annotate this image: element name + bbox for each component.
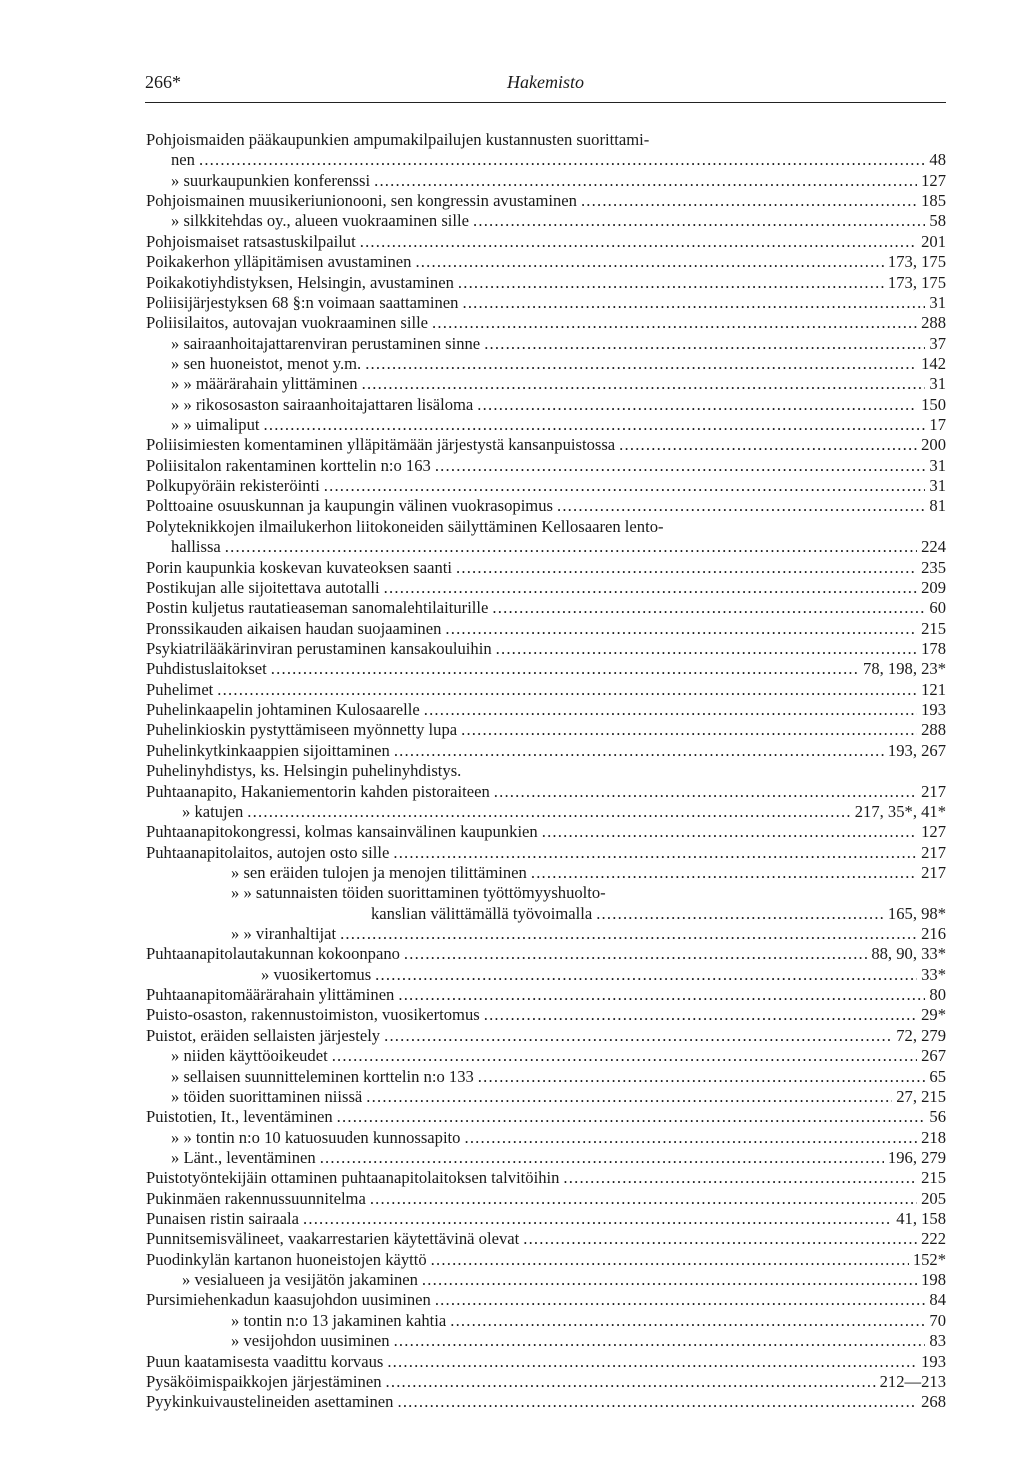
entry-pages: 193 — [921, 1351, 946, 1371]
dot-leader — [199, 150, 925, 170]
index-entry — [146, 537, 946, 557]
index-entry — [146, 843, 946, 863]
dot-leader — [393, 843, 917, 863]
index-entry — [146, 578, 946, 598]
index-entry — [146, 211, 946, 231]
entry-pages: 178 — [921, 638, 946, 658]
dot-leader — [492, 598, 925, 618]
index-entry — [146, 496, 946, 516]
dot-leader — [461, 720, 917, 740]
dot-leader — [542, 822, 917, 842]
dot-leader — [387, 1352, 917, 1372]
dot-leader — [415, 252, 883, 272]
dot-leader — [264, 415, 926, 435]
entry-pages: 127 — [921, 822, 946, 842]
entry-pages: 216 — [921, 924, 946, 944]
dot-leader — [619, 435, 917, 455]
entry-text: Puistotyöntekijäin ottaminen puhtaanapitolaitoksen talvitöihin — [146, 1168, 560, 1188]
dot-leader — [450, 1311, 925, 1331]
entry-pages: 193 — [921, 700, 946, 720]
index-entry — [146, 965, 946, 985]
entry-pages: 267 — [921, 1046, 946, 1066]
entry-text: » tontin n:o 13 jakaminen kahtia — [231, 1310, 447, 1330]
index-entry — [146, 191, 946, 211]
dot-leader — [217, 680, 917, 700]
dot-leader — [324, 476, 926, 496]
index-entry — [146, 761, 946, 781]
dot-leader — [320, 1148, 884, 1168]
dot-leader — [478, 1067, 926, 1087]
dot-leader — [398, 985, 925, 1005]
entry-text: » » viranhaltijat — [231, 924, 337, 944]
entry-pages: 217 — [921, 842, 946, 862]
entry-pages: 224 — [921, 537, 946, 557]
index-entry — [146, 1026, 946, 1046]
dot-leader — [375, 965, 917, 985]
entry-text: Poikakotiyhdistyksen, Helsingin, avustaminen — [146, 272, 454, 292]
entry-pages: 222 — [921, 1229, 946, 1249]
index-entry — [146, 802, 946, 822]
running-title: Hakemisto — [507, 72, 584, 92]
index-entry — [146, 354, 946, 374]
entry-pages: 31 — [929, 476, 946, 496]
index-entry — [146, 944, 946, 964]
index-entry — [146, 1209, 946, 1229]
index-list — [146, 130, 946, 1413]
dot-leader — [462, 293, 925, 313]
entry-pages: 37 — [929, 333, 946, 353]
dot-leader — [247, 802, 850, 822]
entry-pages: 33* — [921, 964, 946, 984]
dot-leader — [365, 354, 917, 374]
entry-text: Puun kaatamisesta vaadittu korvaus — [146, 1351, 384, 1371]
dot-leader — [422, 1270, 917, 1290]
entry-pages: 27, 215 — [896, 1086, 946, 1106]
dot-leader — [484, 334, 925, 354]
entry-pages: 31 — [929, 374, 946, 394]
dot-leader — [432, 313, 917, 333]
entry-text: kanslian välittämällä työvoimalla — [371, 903, 593, 923]
dot-leader — [225, 537, 917, 557]
entry-pages: 58 — [929, 211, 946, 231]
index-entry — [146, 273, 946, 293]
dot-leader — [337, 1107, 926, 1127]
dot-leader — [332, 1046, 917, 1066]
dot-leader — [494, 782, 917, 802]
entry-pages: 217, 35*, 41* — [854, 801, 946, 821]
entry-pages: 81 — [929, 496, 946, 516]
entry-text: Pohjoismainen muusikeriunionooni, sen kongressin avustaminen — [146, 191, 577, 211]
entry-text: Puhtaanapitomäärärahain ylittäminen — [146, 985, 395, 1005]
dot-leader — [340, 924, 917, 944]
index-entry — [146, 863, 946, 883]
index-entry — [146, 476, 946, 496]
entry-text: Puhelinyhdistys, ks. Helsingin puhelinyhdistys. — [146, 761, 462, 781]
index-entry — [146, 1290, 946, 1310]
index-entry — [146, 130, 946, 150]
index-entry — [146, 1311, 946, 1331]
entry-pages: 56 — [929, 1107, 946, 1127]
entry-text: » vuosikertomus — [261, 964, 372, 984]
entry-pages: 80 — [929, 985, 946, 1005]
entry-pages: 201 — [921, 231, 946, 251]
entry-text: » » määrärahain ylittäminen — [171, 374, 358, 394]
entry-pages: 127 — [921, 170, 946, 190]
entry-text: » » uimaliput — [171, 415, 260, 435]
dot-leader — [435, 456, 926, 476]
entry-pages: 31 — [929, 455, 946, 475]
dot-leader — [394, 1331, 926, 1351]
entry-pages: 196, 279 — [887, 1147, 946, 1167]
index-entry — [146, 782, 946, 802]
entry-text: » niiden käyttöoikeudet — [171, 1046, 328, 1066]
entry-text: Polyteknikkojen ilmailukerhon liitokoneiden säilyttäminen Kellosaaren lento- — [146, 516, 664, 536]
entry-text: Puistotien, It., leventäminen — [146, 1107, 333, 1127]
entry-pages: 78, 198, 23* — [863, 659, 946, 679]
entry-text: Punnitsemisvälineet, vaakarrestarien käytettävinä olevat — [146, 1229, 520, 1249]
dot-leader — [477, 395, 917, 415]
index-entry — [146, 1352, 946, 1372]
entry-text: » » satunnaisten töiden suorittaminen työttömyyshuolto- — [231, 883, 606, 903]
entry-pages: 288 — [921, 313, 946, 333]
index-entry — [146, 252, 946, 272]
dot-leader — [456, 558, 917, 578]
entry-text: Puhelinkioskin pystyttämiseen myönnetty lupa — [146, 720, 458, 740]
index-entry — [146, 517, 946, 537]
index-entry — [146, 1148, 946, 1168]
index-entry — [146, 395, 946, 415]
index-entry — [146, 456, 946, 476]
entry-text: » silkkitehdas oy., alueen vuokraaminen sille — [171, 211, 469, 231]
entry-text: Pronssikauden aikaisen haudan suojaaminen — [146, 618, 442, 638]
entry-pages: 88, 90, 33* — [871, 944, 946, 964]
index-entry — [146, 1005, 946, 1025]
entry-text: Pursimiehenkadun kaasujohdon uusiminen — [146, 1290, 431, 1310]
index-entry — [146, 822, 946, 842]
index-entry — [146, 985, 946, 1005]
entry-pages: 217 — [921, 781, 946, 801]
index-entry — [146, 1229, 946, 1249]
index-entry — [146, 1372, 946, 1392]
index-entry — [146, 598, 946, 618]
index-entry — [146, 1046, 946, 1066]
entry-text: Postin kuljetus rautatieaseman sanomalehtilaiturille — [146, 598, 489, 618]
index-entry — [146, 293, 946, 313]
dot-leader — [404, 944, 867, 964]
index-entry — [146, 924, 946, 944]
index-entry — [146, 680, 946, 700]
dot-leader — [435, 1290, 926, 1310]
index-entry — [146, 883, 946, 903]
entry-pages: 70 — [929, 1310, 946, 1330]
entry-pages: 185 — [921, 191, 946, 211]
entry-text: » » rikososaston sairaanhoitajattaren lisäloma — [171, 394, 474, 414]
entry-text: Polkupyöräin rekisteröinti — [146, 476, 320, 496]
dot-leader — [360, 232, 917, 252]
entry-pages: 72, 279 — [896, 1025, 946, 1045]
dot-leader — [581, 191, 917, 211]
entry-text: Poliisijärjestyksen 68 §:n voimaan saattaminen — [146, 292, 459, 312]
entry-pages: 142 — [921, 353, 946, 373]
index-entry — [146, 334, 946, 354]
entry-text: Puodinkylän kartanon huoneistojen käyttö — [146, 1249, 427, 1269]
entry-pages: 209 — [921, 577, 946, 597]
entry-text: Puhelinkytkinkaappien sijoittaminen — [146, 740, 390, 760]
entry-pages: 173, 175 — [887, 272, 946, 292]
dot-leader — [394, 741, 884, 761]
entry-pages: 41, 158 — [896, 1209, 946, 1229]
entry-text: Poliisilaitos, autovajan vuokraaminen sille — [146, 313, 429, 333]
dot-leader — [563, 1168, 917, 1188]
entry-text: Puhelinkaapelin johtaminen Kulosaarelle — [146, 700, 420, 720]
dot-leader — [366, 1087, 892, 1107]
entry-text: Poikakerhon ylläpitämisen avustaminen — [146, 252, 412, 272]
entry-pages: 215 — [921, 618, 946, 638]
entry-text: Puhdistuslaitokset — [146, 659, 267, 679]
entry-text: Punaisen ristin sairaala — [146, 1209, 299, 1229]
index-entry — [146, 150, 946, 170]
entry-text: Pohjoismaiset ratsastuskilpailut — [146, 231, 356, 251]
index-entry — [146, 619, 946, 639]
index-entry — [146, 171, 946, 191]
index-entry — [146, 1270, 946, 1290]
dot-leader — [557, 496, 925, 516]
index-entry — [146, 659, 946, 679]
dot-leader — [362, 374, 926, 394]
entry-pages: 165, 98* — [887, 903, 946, 923]
entry-text: » suurkaupunkien konferenssi — [171, 170, 371, 190]
entry-text: » » tontin n:o 10 katuosuuden kunnossapito — [171, 1127, 461, 1147]
entry-pages: 268 — [921, 1392, 946, 1412]
dot-leader — [384, 578, 917, 598]
entry-pages: 31 — [929, 292, 946, 312]
entry-text: » sairaanhoitajattarenviran perustaminen sinne — [171, 333, 481, 353]
entry-text: Puistot, eräiden sellaisten järjestely — [146, 1025, 381, 1045]
entry-text: nen — [171, 150, 195, 170]
entry-text: » sen huoneistot, menot y.m. — [171, 353, 362, 373]
index-entry — [146, 639, 946, 659]
entry-text: Puhtaanapitolautakunnan kokoonpano — [146, 944, 400, 964]
entry-pages: 200 — [921, 435, 946, 455]
index-entry — [146, 720, 946, 740]
dot-leader — [445, 619, 917, 639]
dot-leader — [424, 700, 917, 720]
index-entry — [146, 558, 946, 578]
entry-text: Pukinmäen rakennussuunnitelma — [146, 1188, 366, 1208]
entry-pages: 152* — [912, 1249, 946, 1269]
entry-pages: 218 — [921, 1127, 946, 1147]
entry-text: Porin kaupunkia koskevan kuvateoksen saanti — [146, 557, 452, 577]
entry-text: Postikujan alle sijoitettava autotalli — [146, 577, 380, 597]
index-entry — [146, 1128, 946, 1148]
entry-text: Puisto-osaston, rakennustoimiston, vuosikertomus — [146, 1005, 480, 1025]
entry-pages: 60 — [929, 598, 946, 618]
index-entry — [146, 374, 946, 394]
index-entry — [146, 1189, 946, 1209]
index-entry — [146, 904, 946, 924]
entry-text: Poliisitalon rakentaminen korttelin n:o 163 — [146, 455, 431, 475]
entry-pages: 217 — [921, 862, 946, 882]
entry-pages: 48 — [929, 150, 946, 170]
entry-pages: 193, 267 — [887, 740, 946, 760]
entry-pages: 29* — [921, 1005, 946, 1025]
dot-leader — [473, 211, 925, 231]
dot-leader — [458, 273, 884, 293]
index-entry — [146, 1392, 946, 1412]
entry-text: Polttoaine osuuskunnan ja kaupungin välinen vuokrasopimus — [146, 496, 553, 516]
entry-text: Poliisimiesten komentaminen ylläpitämään järjestystä kansanpuistossa — [146, 435, 616, 455]
dot-leader — [596, 904, 884, 924]
entry-text: » vesijohdon uusiminen — [231, 1331, 390, 1351]
index-entry — [146, 415, 946, 435]
entry-text: » Länt., leventäminen — [171, 1147, 316, 1167]
entry-text: Pohjoismaiden pääkaupunkien ampumakilpailujen kustannusten suorittami- — [146, 130, 650, 149]
dot-leader — [531, 863, 917, 883]
entry-text: Puhtaanapitokongressi, kolmas kansainvälinen kaupunkien — [146, 822, 538, 842]
index-entry — [146, 1087, 946, 1107]
dot-leader — [484, 1005, 917, 1025]
entry-pages: 65 — [929, 1066, 946, 1086]
entry-text: Psykiatrilääkärinviran perustaminen kansakouluihin — [146, 638, 492, 658]
entry-text: » katujen — [182, 801, 244, 821]
entry-text: Puhelimet — [146, 679, 214, 699]
entry-pages: 84 — [929, 1290, 946, 1310]
entry-pages: 17 — [929, 415, 946, 435]
entry-pages: 150 — [921, 394, 946, 414]
index-entry — [146, 1331, 946, 1351]
entry-pages: 205 — [921, 1188, 946, 1208]
dot-leader — [271, 659, 859, 679]
index-entry — [146, 1107, 946, 1127]
index-entry — [146, 1168, 946, 1188]
dot-leader — [374, 171, 917, 191]
entry-pages: 235 — [921, 557, 946, 577]
entry-pages: 83 — [929, 1331, 946, 1351]
entry-text: Pyykinkuivaustelineiden asettaminen — [146, 1392, 394, 1412]
entry-pages: 198 — [921, 1270, 946, 1290]
dot-leader — [384, 1026, 892, 1046]
dot-leader — [464, 1128, 917, 1148]
index-entry — [146, 1250, 946, 1270]
entry-pages: 215 — [921, 1168, 946, 1188]
index-entry — [146, 741, 946, 761]
index-entry — [146, 435, 946, 455]
entry-pages: 173, 175 — [887, 252, 946, 272]
index-entry — [146, 232, 946, 252]
entry-text: » vesialueen ja vesijätön jakaminen — [182, 1270, 418, 1290]
dot-leader — [397, 1392, 917, 1412]
entry-text: Puhtaanapito, Hakaniementorin kahden pistoraiteen — [146, 781, 490, 801]
entry-pages: 121 — [921, 679, 946, 699]
entry-pages: 212—213 — [879, 1371, 946, 1391]
index-entry — [146, 1067, 946, 1087]
dot-leader — [431, 1250, 909, 1270]
page-header — [145, 68, 946, 103]
dot-leader — [523, 1229, 917, 1249]
dot-leader — [303, 1209, 892, 1229]
entry-text: » töiden suorittaminen niissä — [171, 1086, 363, 1106]
dot-leader — [496, 639, 917, 659]
dot-leader — [370, 1189, 917, 1209]
page-number: 266* — [145, 72, 181, 92]
entry-text: Pysäköimispaikkojen järjestäminen — [146, 1371, 382, 1391]
entry-text: » sen eräiden tulojen ja menojen tilittäminen — [231, 862, 527, 882]
dot-leader — [386, 1372, 876, 1392]
index-entry — [146, 313, 946, 333]
entry-text: hallissa — [171, 537, 221, 557]
entry-text: Puhtaanapitolaitos, autojen osto sille — [146, 842, 390, 862]
entry-pages: 288 — [921, 720, 946, 740]
index-entry — [146, 700, 946, 720]
entry-text: » sellaisen suunnitteleminen korttelin n:o 133 — [171, 1066, 474, 1086]
